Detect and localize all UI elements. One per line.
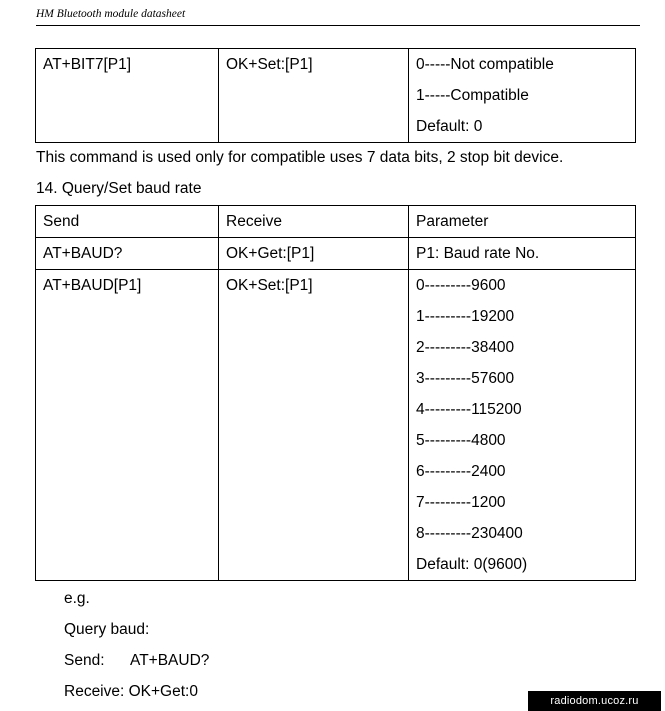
page-header-title: HM Bluetooth module datasheet [36, 8, 186, 20]
send-cell [36, 270, 219, 581]
param-line: Default: 0(9600) [416, 556, 528, 573]
parameter-cell [409, 49, 636, 143]
receive-cell [219, 238, 409, 270]
parameter-cell [409, 270, 636, 581]
param-line: 5---------4800 [416, 432, 506, 449]
bit7-note: This command is used only for compatible uses 7 data bits, 2 stop bit device. [36, 149, 564, 166]
param-line: 7---------1200 [416, 494, 506, 511]
header-receive: Receive [219, 206, 409, 238]
section-title: 14. Query/Set baud rate [36, 180, 202, 197]
param-line: P1: Baud rate No. [416, 245, 540, 262]
parameter-cell [409, 238, 636, 270]
receive-cell [219, 49, 409, 143]
receive-response: OK+Get:[P1] [226, 245, 315, 262]
baud-rate-table [35, 205, 636, 581]
send-cell [36, 238, 219, 270]
receive-response: OK+Set:[P1] [226, 277, 313, 294]
param-line: 1---------19200 [416, 308, 515, 325]
receive-response: OK+Set:[P1] [226, 56, 313, 73]
param-line: 2---------38400 [416, 339, 515, 356]
param-line: 4---------115200 [416, 401, 522, 418]
header-divider [36, 25, 640, 26]
param-line: 0-----Not compatible [416, 56, 554, 73]
send-cell [36, 49, 219, 143]
param-line: 1-----Compatible [416, 87, 529, 104]
site-watermark: radiodom.ucoz.ru [528, 691, 661, 711]
bit7-command-table [35, 48, 636, 143]
receive-cell [219, 270, 409, 581]
example-send-value: AT+BAUD? [130, 652, 210, 669]
example-query-label: Query baud: [64, 621, 150, 638]
param-line: 0---------9600 [416, 277, 506, 294]
table-row [36, 49, 636, 143]
param-line: 6---------2400 [416, 463, 506, 480]
send-command: AT+BAUD[P1] [43, 277, 142, 294]
param-line: 8---------230400 [416, 525, 523, 542]
param-line: 3---------57600 [416, 370, 515, 387]
example-label: e.g. [64, 590, 90, 607]
example-send-label: Send: [64, 652, 105, 669]
table-row [36, 238, 636, 270]
send-command: AT+BIT7[P1] [43, 56, 132, 73]
table-row [36, 270, 636, 581]
param-line: Default: 0 [416, 118, 483, 135]
header-parameter: Parameter [409, 206, 636, 238]
send-command: AT+BAUD? [43, 245, 123, 262]
header-send: Send [36, 206, 219, 238]
table-header-row [36, 206, 636, 238]
example-receive-line: Receive: OK+Get:0 [64, 683, 198, 700]
